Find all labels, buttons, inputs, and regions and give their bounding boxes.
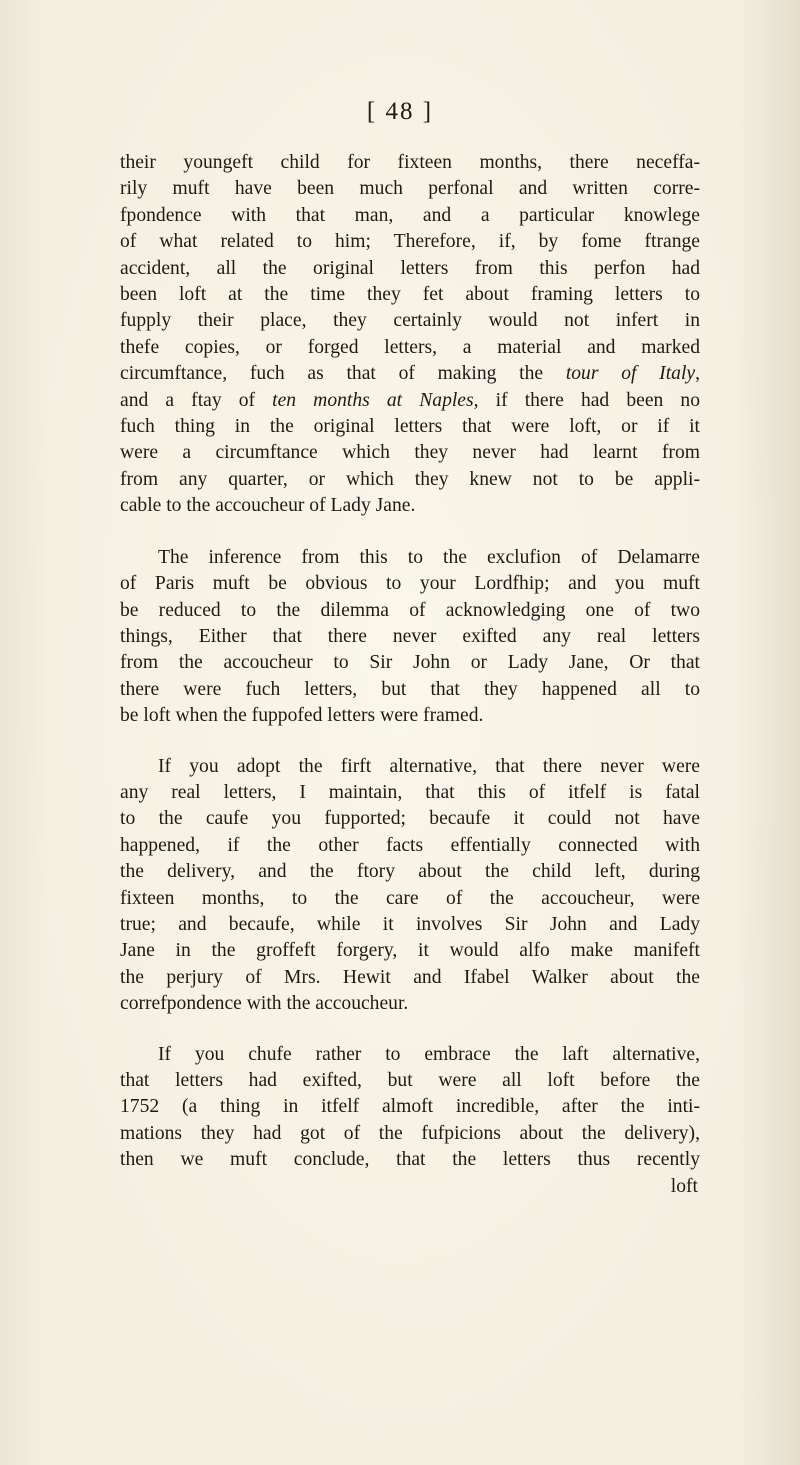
- text-line: there were fuch letters, but that they happened all to: [120, 678, 700, 700]
- text-line: to the caufe you fupported; becaufe it could not have: [120, 808, 700, 830]
- paragraph-3: [120, 754, 700, 1018]
- paragraph-4: [120, 1042, 700, 1200]
- text-line: been loft at the time they fet about framing letters to: [120, 284, 700, 306]
- text-line: then we muft conclude, that the letters thus recently: [120, 1149, 700, 1171]
- text-line: the perjury of Mrs. Hewit and Ifabel Walker about the: [120, 966, 700, 988]
- text-line: The inference from this to the exclufion of Delamarre: [158, 546, 700, 568]
- text-line: from the accoucheur to Sir John or Lady Jane, Or that: [120, 652, 700, 674]
- text-line: of Paris muft be obvious to your Lordfhip; and you muft: [120, 573, 700, 595]
- text-line: circumftance, fuch as that of making the tour of Italy,: [120, 363, 700, 385]
- text-line: correfpondence with the accoucheur.: [120, 993, 409, 1015]
- text-line: fpondence with that man, and a particular knowlege: [120, 204, 700, 226]
- text-line: 1752 (a thing in itfelf almoft incredible, after the inti-: [120, 1096, 700, 1118]
- text-line: any real letters, I maintain, that this of itfelf is fatal: [120, 781, 700, 803]
- text-line: the delivery, and the ftory about the child left, during: [120, 861, 700, 883]
- text-line: rily muft have been much perfonal and written corre-: [120, 178, 700, 200]
- text-line: cable to the accoucheur of Lady Jane.: [120, 495, 416, 517]
- page-number: [ 48 ]: [366, 98, 434, 125]
- text-line: fupply their place, they certainly would not infert in: [120, 310, 700, 332]
- text-line: of what related to him; Therefore, if, by fome ftrange: [120, 231, 700, 253]
- paragraph-2: [120, 545, 700, 730]
- text-line: that letters had exifted, but were all loft before the: [120, 1070, 700, 1091]
- text-line: accident, all the original letters from this perfon had: [120, 257, 700, 279]
- text-line: be reduced to the dilemma of acknowledging one of two: [120, 599, 700, 621]
- text-line: fuch thing in the original letters that were loft, or if it: [120, 416, 700, 438]
- text-line: If you chufe rather to embrace the laft alternative,: [158, 1043, 700, 1065]
- catchword: loft: [670, 1175, 698, 1197]
- text-line: from any quarter, or which they knew not to be appli-: [120, 468, 700, 490]
- text-line: their youngeft child for fixteen months, there neceffa-: [120, 152, 700, 173]
- text-line: were a circumftance which they never had learnt from: [120, 442, 700, 464]
- text-line: mations they had got of the fufpicions about the delivery),: [120, 1122, 700, 1144]
- body-text: [120, 150, 700, 1200]
- text-line: be loft when the fuppofed letters were framed.: [120, 705, 484, 727]
- text-line: things, Either that there never exifted any real letters: [120, 625, 700, 647]
- text-line: true; and becaufe, while it involves Sir John and Lady: [120, 913, 700, 935]
- text-line: fixteen months, to the care of the accoucheur, were: [120, 887, 700, 909]
- text-line: Jane in the groffeft forgery, it would alfo make manifeft: [120, 940, 700, 962]
- paragraph-1: [120, 150, 700, 520]
- text-line: and a ftay of ten months at Naples, if there had been no: [120, 389, 700, 411]
- text-line: thefe copies, or forged letters, a material and marked: [120, 336, 700, 358]
- text-line: If you adopt the firft alternative, that there never were: [158, 755, 700, 777]
- text-line: happened, if the other facts effentially connected with: [120, 834, 700, 856]
